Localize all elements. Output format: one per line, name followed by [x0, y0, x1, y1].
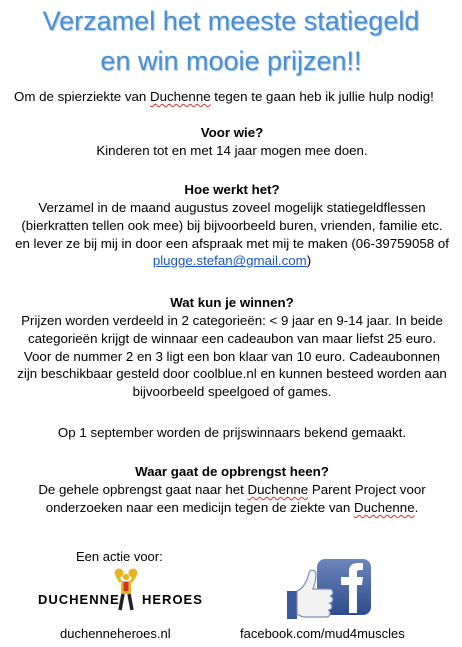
facebook-page-text: facebook.com/mud4muscles: [240, 626, 405, 641]
intro-paragraph: Om de spierziekte van Duchenne tegen te gaan heb ik jullie hulp nodig!: [14, 89, 434, 104]
email-link[interactable]: plugge.stefan@gmail.com: [152, 253, 307, 269]
logo-text-duchenne: DUCHENNE: [38, 592, 120, 607]
duchenne-heroes-logo: [38, 568, 203, 614]
logo-text-heroes: HEROES: [142, 592, 203, 607]
hero-figure-icon: [114, 568, 138, 614]
voor-wie-text: Kinderen tot en met 14 jaar mogen mee doen.: [96, 143, 368, 158]
duchenne-word: Duchenne: [149, 89, 211, 104]
duchenneheroes-website-text: duchenneheroes.nl: [60, 626, 171, 641]
opbrengst-text: De gehele opbrengst gaat naar het Duchenne Parent Project voor onderzoeken naar een medicijn tegen de ziekte van Duchenne.: [38, 482, 426, 515]
duchenne-word: Duchenne: [353, 499, 415, 515]
hoe-werkt-text: Verzamel in de maand augustus zoveel mogelijk statiegeldflessen (bierkratten tellen ook mee) bij bijvoorbeeld buren, vrienden, familie etc. en lever ze bij mij in door een afspraak met mij te maken (06-39759058 of plugge.stefan@gmail.com): [15, 200, 449, 269]
wat-kun-je-winnen-text: Prijzen worden verdeeld in 2 categorieën: < 9 jaar en 9-14 jaar. In beide categorieën krijgt de winnaar een cadeaubon van maar liefst 25 euro. Voor de nummer 2 en 3 ligt een bon klaar van 10 euro. Cadeaubonnen zijn beschikbaar gesteld door coolblue.nl en kunnen besteed worden aan bijvoorbeeld speelgoed of games.: [17, 313, 447, 400]
poster-title-line1: Verzamel het meeste statiegeld: [42, 6, 420, 36]
een-actie-voor-label: Een actie voor:: [76, 549, 163, 564]
duchenne-word: Duchenne: [247, 482, 309, 497]
opbrengst-heading: Waar gaat de opbrengst heen?: [135, 464, 329, 479]
hoe-werkt-heading: Hoe werkt het?: [184, 182, 280, 197]
voor-wie-heading: Voor wie?: [200, 125, 264, 140]
facebook-thumbs-up-icon: [283, 557, 373, 621]
poster-title-line2: en win mooie prijzen!!: [100, 46, 362, 76]
bekend-text: Op 1 september worden de prijswinnaars bekend gemaakt.: [57, 425, 407, 440]
wat-kun-je-winnen-heading: Wat kun je winnen?: [170, 295, 294, 310]
